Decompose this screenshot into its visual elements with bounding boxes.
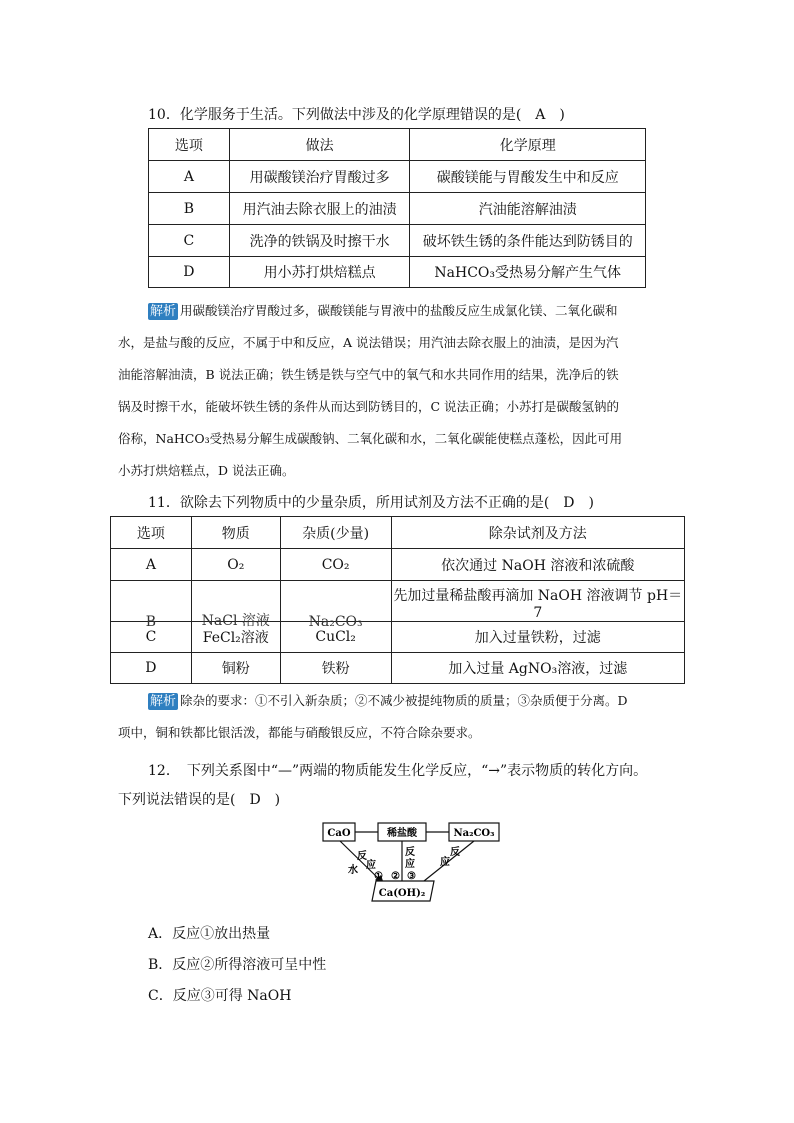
cell: O₂ xyxy=(191,549,280,581)
q10-stem: 10．化学服务于生活。下列做法中涉及的化学原理错误的是( A ) xyxy=(148,107,565,123)
cell xyxy=(280,581,391,630)
cell: 汽油能溶解油渍 xyxy=(410,193,646,225)
table-header-row xyxy=(149,129,646,161)
q11-table xyxy=(110,516,685,684)
analysis-line: 油能溶解油渍，B 说法正确；铁生锈是铁与空气中的氧气和水共同作用的结果，洗净后的铁 xyxy=(118,367,619,382)
reaction-number-2: ② xyxy=(391,871,400,882)
analysis-line: 小苏打烘焙糕点，D 说法正确。 xyxy=(118,463,295,478)
reaction-label: 应 xyxy=(440,857,450,868)
cell: 先加过量稀盐酸再滴加 NaOH 溶液调节 pH＝7 xyxy=(391,581,684,622)
cell: 用汽油去除衣服上的油渍 xyxy=(229,193,410,225)
option-c: C．反应③可得 NaOH xyxy=(148,988,292,1004)
hcl-label: 稀盐酸 xyxy=(387,828,417,839)
q11-analysis xyxy=(148,685,628,717)
cell: A xyxy=(149,161,230,193)
cell: B xyxy=(149,193,230,225)
cell: D xyxy=(149,257,230,288)
q10-analysis xyxy=(148,295,688,327)
cell: 用碳酸镁治疗胃酸过多 xyxy=(229,161,410,193)
analysis-line: 俗称，NaHCO₃受热易分解生成碳酸钠、二氧化碳和水，二氧化碳能使糕点蓬松，因此可用 xyxy=(118,431,623,446)
cell: 加入过量铁粉，过滤 xyxy=(391,622,684,653)
q12-relation-diagram xyxy=(318,818,502,906)
cell: 铜粉 xyxy=(191,653,280,684)
q12-stem-line2: 下列说法错误的是( D ) xyxy=(118,792,281,808)
cell: D xyxy=(111,653,192,684)
cell: 用小苏打烘焙糕点 xyxy=(229,257,410,288)
cell-text-clipped: B xyxy=(145,614,157,630)
na2co3-label: Na₂CO₃ xyxy=(453,828,495,839)
cell: 破坏铁生锈的条件能达到防锈目的 xyxy=(410,225,646,257)
cell: 铁粉 xyxy=(280,653,391,684)
cell: CO₂ xyxy=(280,549,391,581)
table-row xyxy=(149,225,646,257)
cell xyxy=(111,581,192,630)
table-row xyxy=(149,193,646,225)
cell: 加入过量 AgNO₃溶液，过滤 xyxy=(391,653,684,684)
q12-stem-line1: 12． 下列关系图中“—”两端的物质能发生化学反应，“→”表示物质的转化方向。 xyxy=(148,763,648,779)
cell-text-clipped: Na₂CO₃ xyxy=(308,614,363,630)
cell: 依次通过 NaOH 溶液和浓硫酸 xyxy=(391,549,684,581)
table-row xyxy=(149,161,646,193)
option-b: B．反应②所得溶液可呈中性 xyxy=(148,957,327,973)
cell: C xyxy=(149,225,230,257)
reaction-label: 反 xyxy=(405,847,415,858)
analysis-badge: 解析 xyxy=(150,694,177,709)
header-cell: 杂质(少量) xyxy=(280,517,391,549)
reaction-label: 反 xyxy=(357,851,367,862)
table-row xyxy=(111,653,685,684)
header-cell: 选项 xyxy=(111,517,192,549)
header-cell: 除杂试剂及方法 xyxy=(391,517,684,549)
analysis-line: 项中，铜和铁都比银活泼，都能与硝酸银反应，不符合除杂要求。 xyxy=(118,725,481,740)
header-cell: 做法 xyxy=(229,129,410,161)
water-label: 水 xyxy=(348,865,358,876)
table-row xyxy=(149,257,646,288)
reaction-number-1: ① xyxy=(374,871,383,882)
analysis-line: 锅及时擦干水，能破坏铁生锈的条件从而达到防锈目的，C 说法正确；小苏打是碳酸氢钠的 xyxy=(118,399,620,414)
analysis-line xyxy=(148,295,688,327)
analysis-badge: 解析 xyxy=(150,304,177,319)
cell: 碳酸镁能与胃酸发生中和反应 xyxy=(410,161,646,193)
cell-text-clipped: NaCl 溶液 xyxy=(201,613,270,629)
reaction-label: 应 xyxy=(405,859,415,870)
table-row xyxy=(111,581,685,622)
cell: CuCl₂ xyxy=(280,622,391,653)
q11-stem: 11．欲除去下列物质中的少量杂质，所用试剂及方法不正确的是( D ) xyxy=(148,495,594,511)
caoh2-label: Ca(OH)₂ xyxy=(378,888,426,899)
reaction-label: 反 xyxy=(450,847,460,858)
option-a: A．反应①放出热量 xyxy=(148,926,271,942)
q10-table xyxy=(148,128,646,288)
analysis-text: 用碳酸镁治疗胃酸过多，碳酸镁能与胃液中的盐酸反应生成氯化镁、二氧化碳和 xyxy=(180,303,618,318)
cell xyxy=(191,581,280,629)
cao-label: CaO xyxy=(327,828,351,839)
cell: NaHCO₃受热易分解产生气体 xyxy=(410,257,646,288)
cell: FeCl₂溶液 xyxy=(191,622,280,653)
analysis-line: 水，是盐与酸的反应，不属于中和反应，A 说法错误；用汽油去除衣服上的油渍，是因为汽 xyxy=(118,335,619,350)
reaction-number-3: ③ xyxy=(407,871,416,882)
table-header-row xyxy=(111,517,685,549)
header-cell: 选项 xyxy=(149,129,230,161)
header-cell: 化学原理 xyxy=(410,129,646,161)
cell: A xyxy=(111,549,192,581)
table-row xyxy=(111,549,685,581)
cell: 洗净的铁锅及时擦干水 xyxy=(229,225,410,257)
analysis-text: 除杂的要求：①不引入新杂质；②不减少被提纯物质的质量；③杂质便于分离。D xyxy=(180,693,628,708)
reaction-label: 应 xyxy=(366,860,376,871)
cell: C xyxy=(111,622,192,653)
header-cell: 物质 xyxy=(191,517,280,549)
